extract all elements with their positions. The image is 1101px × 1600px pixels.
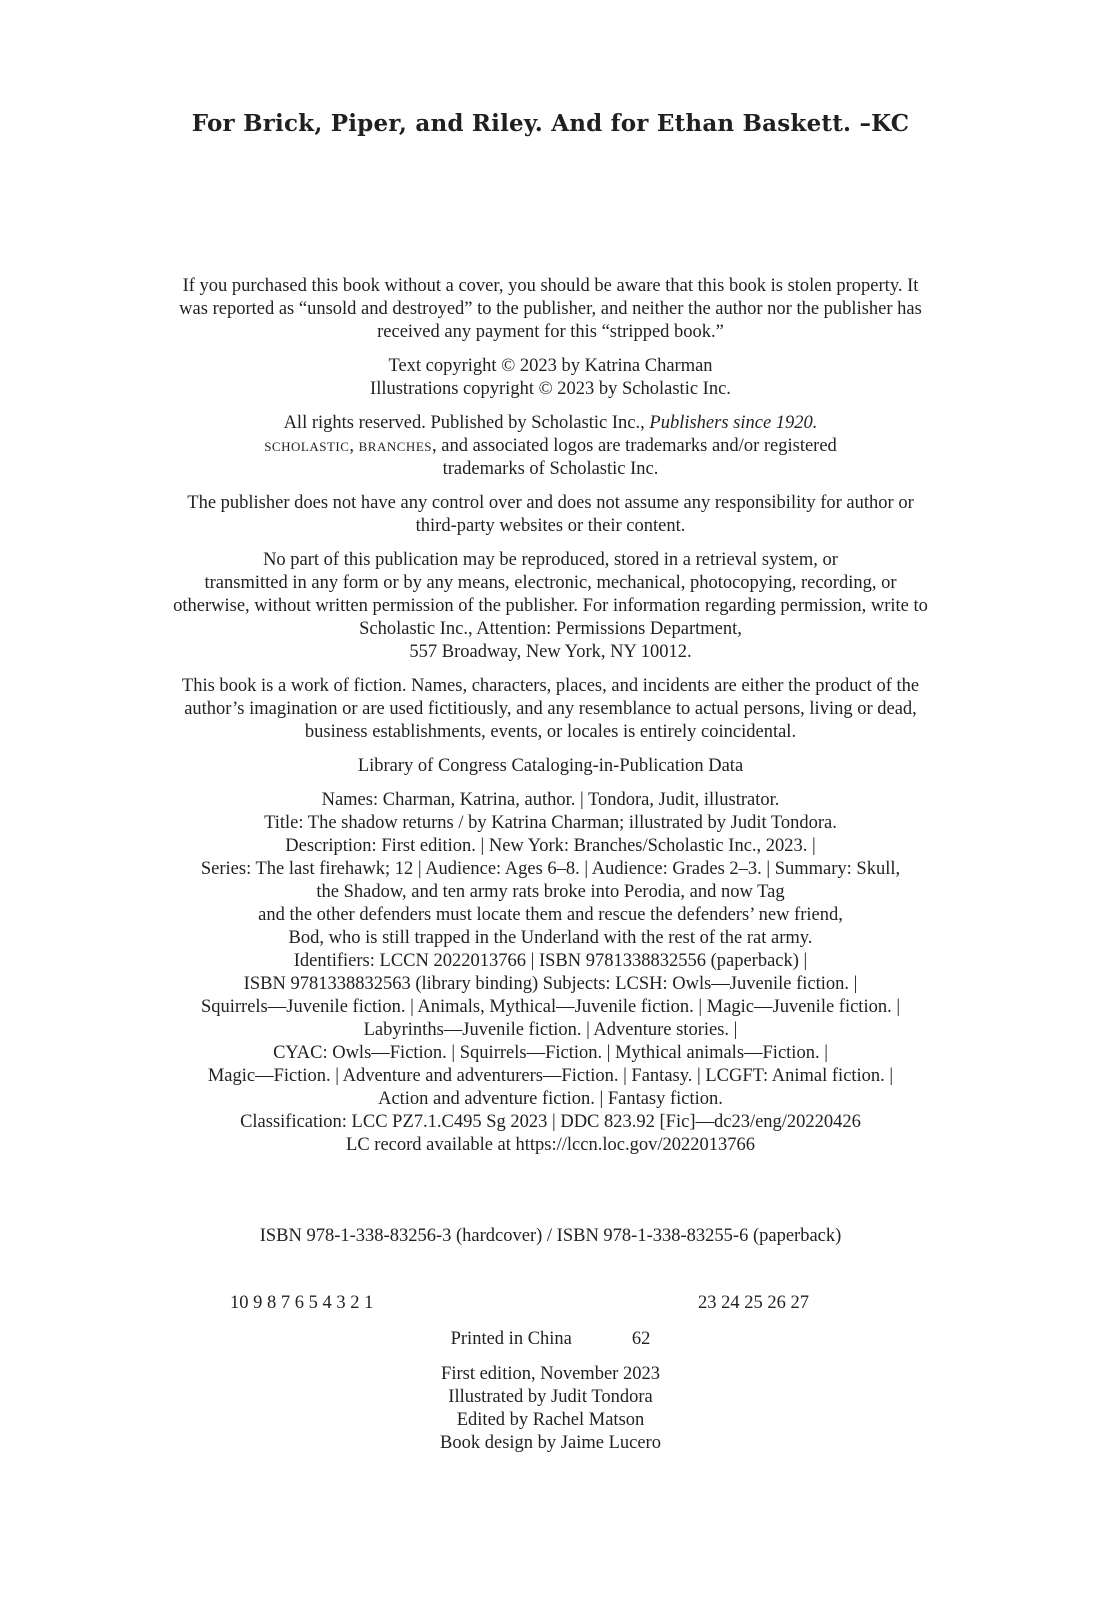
cip-line: Action and adventure fiction. | Fantasy fiction.: [378, 1089, 723, 1109]
cip-line: and the other defenders must locate them and rescue the defenders’ new friend,: [258, 905, 843, 925]
printed-in-country: Printed in China: [450, 1329, 572, 1349]
credit-line: First edition, November 2023: [441, 1364, 660, 1384]
rights-line-2-text: , and associated logos are trademarks and/or registered: [432, 436, 837, 456]
fiction-disclaimer: [100, 675, 1001, 744]
rights-line-1-text: All rights reserved. Published by Scholastic Inc.,: [283, 413, 650, 433]
cip-data: [100, 789, 1001, 1157]
trademark-branches: BRANCHES: [358, 439, 432, 454]
cip-line: Names: Charman, Katrina, author. | Tondora, Judit, illustrator.: [321, 790, 780, 810]
rights-line-1: [100, 412, 1001, 435]
websites-line: third-party websites or their content.: [415, 516, 686, 536]
cip-line: ISBN 9781338832563 (library binding) Subjects: LCSH: Owls—Juvenile fiction. |: [243, 974, 858, 994]
cip-line: Title: The shadow returns / by Katrina Charman; illustrated by Judit Tondora.: [264, 813, 837, 833]
stripped-notice-line: If you purchased this book without a cover, you should be aware that this book is stolen property. It: [182, 276, 919, 296]
credits-block: [0, 1363, 1101, 1455]
cip-line: LC record available at https://lccn.loc.gov/2022013766: [346, 1135, 755, 1155]
rights-notice: [100, 412, 1001, 481]
credit-line: Edited by Rachel Matson: [456, 1410, 645, 1430]
fiction-line: business establishments, events, or locales is entirely coincidental.: [304, 722, 797, 742]
fiction-line: author’s imagination or are used fictitiously, and any resemblance to actual persons, living or dead,: [184, 699, 917, 719]
text-copyright: Text copyright © 2023 by Katrina Charman: [388, 356, 713, 376]
trademark-scholastic: SCHOLASTIC: [264, 439, 350, 454]
cip-line: Bod, who is still trapped in the Underland with the rest of the rat army.: [288, 928, 813, 948]
cip-line: Squirrels—Juvenile fiction. | Animals, Mythical—Juvenile fiction. | Magic—Juvenile fiction. |: [200, 997, 901, 1017]
cip-line: Classification: LCC PZ7.1.C495 Sg 2023 | DDC 823.92 [Fic]—dc23/eng/20220426: [240, 1112, 861, 1132]
cip-line: Magic—Fiction. | Adventure and adventurers—Fiction. | Fantasy. | LCGFT: Animal fiction. |: [207, 1066, 894, 1086]
rights-line-3: trademarks of Scholastic Inc.: [442, 459, 659, 479]
trademark-separator: ,: [349, 436, 359, 456]
cip-line: the Shadow, and ten army rats broke into Perodia, and now Tag: [316, 882, 785, 902]
cip-line: Identifiers: LCCN 2022013766 | ISBN 9781338832556 (paperback) |: [293, 951, 808, 971]
cip-line: Description: First edition. | New York: Branches/Scholastic Inc., 2023. |: [285, 836, 816, 856]
credit-line: Illustrated by Judit Tondora: [448, 1387, 653, 1407]
cip-heading: [100, 755, 1001, 778]
isbn-line: ISBN 978-1-338-83256-3 (hardcover) / ISBN 978-1-338-83255-6 (paperback): [259, 1226, 842, 1246]
copyright-notice: [100, 355, 1001, 401]
websites-line: The publisher does not have any control over and does not assume any responsibility for author or: [187, 493, 914, 513]
permission-line: No part of this publication may be reproduced, stored in a retrieval system, or: [263, 550, 838, 570]
publishers-since-tagline: Publishers since 1920.: [649, 413, 818, 433]
cip-line: Series: The last firehawk; 12 | Audience: Ages 6–8. | Audience: Grades 2–3. | Summary: Skull,: [200, 859, 901, 879]
illustrations-copyright: Illustrations copyright © 2023 by Scholastic Inc.: [370, 379, 731, 399]
printing-years: 23 24 25 26 27: [698, 1293, 809, 1313]
permission-line: otherwise, without written permission of the publisher. For information regarding permission, write to: [173, 596, 928, 616]
permission-notice: [100, 549, 1001, 664]
permission-line: Scholastic Inc., Attention: Permissions Department,: [359, 619, 742, 639]
fiction-line: This book is a work of fiction. Names, characters, places, and incidents are either the product of the: [181, 676, 920, 696]
dedication: For Brick, Piper, and Riley. And for Ethan Baskett. –KC: [191, 110, 910, 137]
websites-disclaimer: [100, 492, 1001, 538]
permission-line: 557 Broadway, New York, NY 10012.: [409, 642, 692, 662]
printing-numbers: 10 9 8 7 6 5 4 3 2 1: [230, 1293, 374, 1313]
cip-line: CYAC: Owls—Fiction. | Squirrels—Fiction. | Mythical animals—Fiction. |: [273, 1043, 828, 1063]
cip-line: Labyrinths—Juvenile fiction. | Adventure stories. |: [363, 1020, 738, 1040]
stripped-notice-line: was reported as “unsold and destroyed” to the publisher, and neither the author nor the publisher has: [179, 299, 922, 319]
stripped-book-notice: [100, 275, 1001, 344]
stripped-notice-line: received any payment for this “stripped book.”: [377, 322, 724, 342]
printed-in-line: [0, 1329, 1101, 1350]
rights-line-2: [100, 435, 1001, 458]
printer-code: 62: [631, 1329, 651, 1349]
copyright-text-block: [100, 275, 1001, 1157]
credit-line: Book design by Jaime Lucero: [440, 1433, 661, 1453]
cip-heading-text: Library of Congress Cataloging-in-Publication Data: [357, 756, 744, 776]
permission-line: transmitted in any form or by any means, electronic, mechanical, photocopying, recording, or: [204, 573, 897, 593]
